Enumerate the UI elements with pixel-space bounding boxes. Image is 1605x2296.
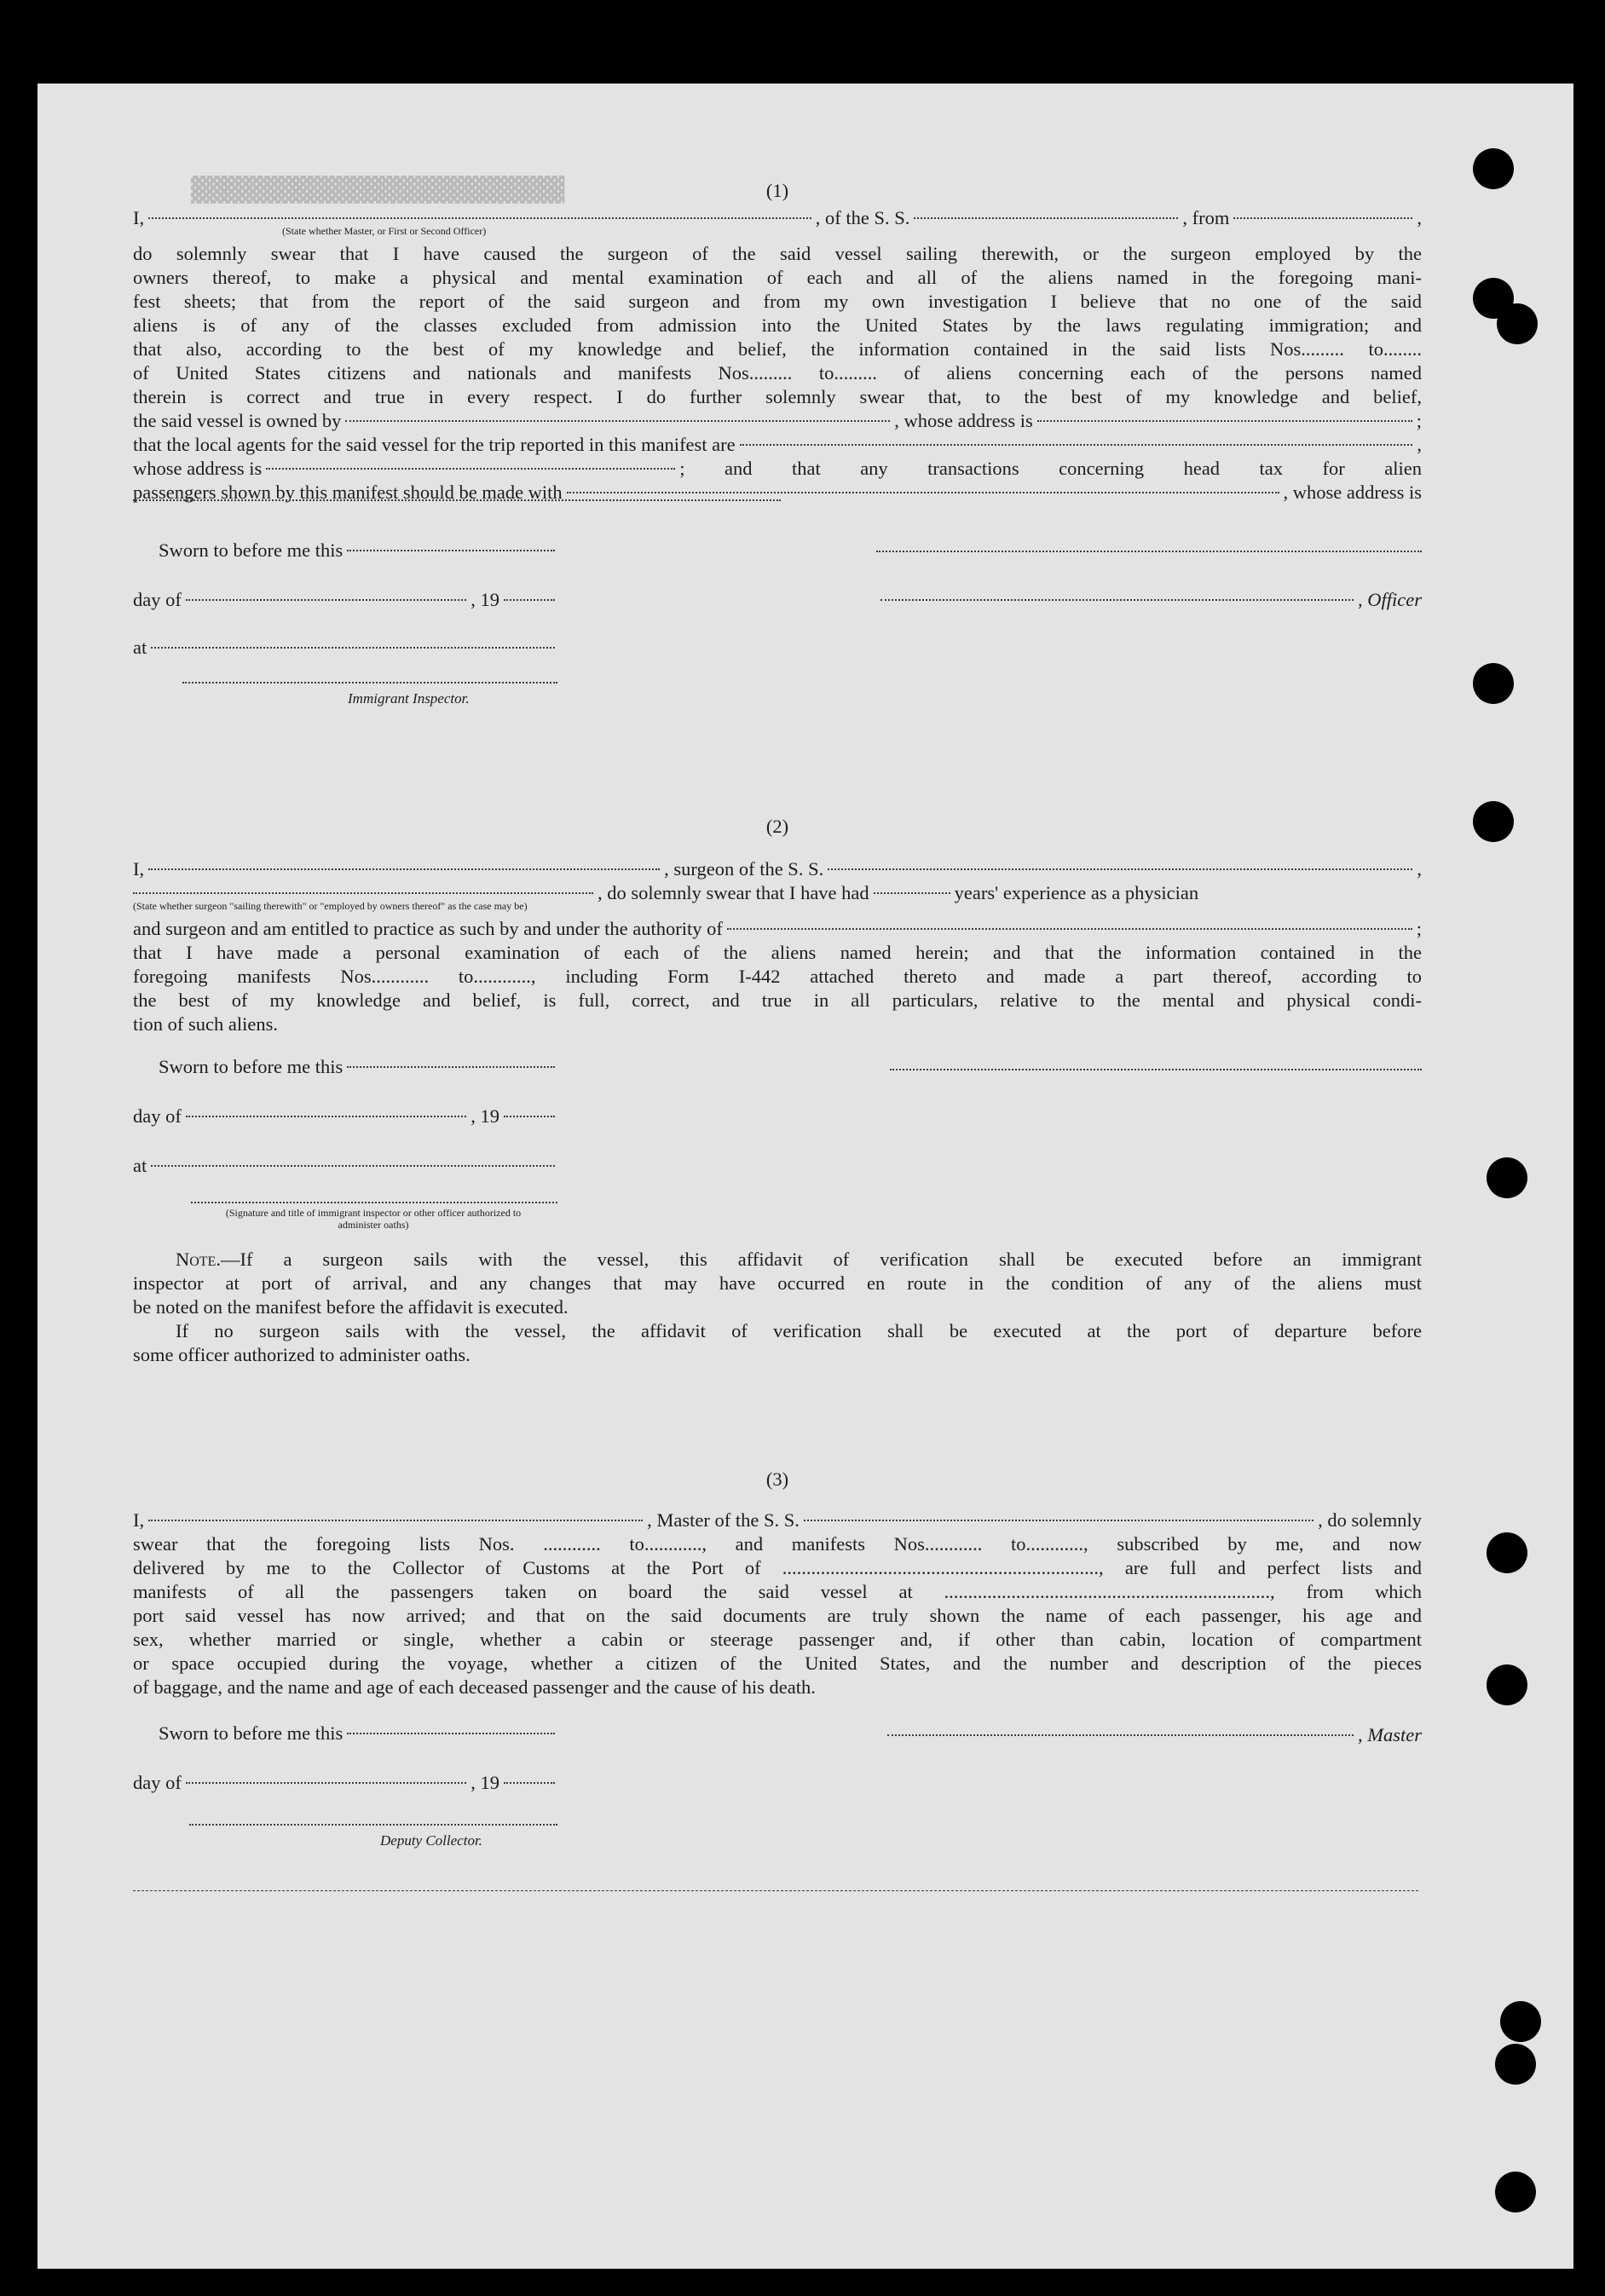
body-line: port said vessel has now arrived; and that on the said documents are truly shown the name of each passenger, his age and (133, 1605, 1422, 1626)
body-line: aliens is of any of the classes excluded from admission into the United States by the laws regulating immigration; and (133, 314, 1422, 336)
label: , do solemnly (1318, 1509, 1422, 1531)
note-line: If no surgeon sails with the vessel, the affidavit of verification shall be executed at the port of departure before (176, 1320, 1422, 1341)
punch-hole (1473, 148, 1514, 189)
bottom-rule (133, 1890, 1418, 1891)
head-tax-field[interactable] (567, 492, 1279, 493)
label: I, (133, 858, 145, 880)
punch-hole (1473, 663, 1514, 704)
punch-hole (1497, 303, 1538, 344)
day-field[interactable] (186, 599, 466, 601)
day-line (133, 1771, 559, 1795)
label: years' experience as a physician (954, 882, 1199, 903)
inspector-signature-field[interactable] (191, 1202, 557, 1203)
section-2-signatures (133, 1048, 1422, 1244)
label: day of (133, 1105, 182, 1127)
surgeon-vessel-field[interactable] (828, 868, 1412, 870)
note-line: inspector at port of arrival, and any changes that may have occurred en route in the condition of any of the aliens must (133, 1272, 1422, 1294)
body-line: therein is correct and true in every respect. I do further solemnly swear that, to the best of my knowledge and belief, (133, 386, 1422, 407)
section-2-surgeon-affidavit (133, 815, 1422, 1367)
day-field[interactable] (186, 1782, 466, 1784)
label: ; (1416, 918, 1422, 939)
body-line: manifests of all the passengers taken on board the said vessel at ...................................................................., from which (133, 1581, 1422, 1602)
at-field[interactable] (151, 647, 555, 649)
owner-line (133, 409, 1422, 433)
field-note (133, 900, 1422, 917)
punch-hole (1495, 2172, 1536, 2212)
body-line: delivered by me to the Collector of Customs at the Port of .................................................................., are full and perfect lists and (133, 1557, 1422, 1578)
master-name-line (133, 1509, 1422, 1532)
label: I, (133, 1509, 145, 1531)
label: I, (133, 207, 145, 228)
label: and surgeon and am entitled to practice as such by and under the authority of (133, 918, 723, 939)
label: passengers shown by this manifest should be made with (133, 482, 563, 503)
master-name-field[interactable] (148, 1520, 643, 1521)
at-line (133, 636, 559, 660)
section-3-master-delivery (133, 1468, 1422, 1886)
label: Sworn to before me this (159, 1056, 344, 1077)
surgeon-note: (State whether surgeon "sailing therewith" or "employed by owners thereof" as the case may be) (133, 900, 528, 912)
master-line (883, 1723, 1422, 1747)
surgeon-name-field[interactable] (148, 868, 660, 870)
body-line: owners thereof, to make a physical and mental examination of each and all of the aliens named in the foregoing mani- (133, 267, 1422, 288)
sworn-line (159, 1722, 559, 1745)
signature-note: (Signature and title of immigrant inspector or other officer authorized to administer oaths) (225, 1207, 522, 1231)
label: , (1417, 858, 1422, 880)
section-3-signatures (133, 1715, 1422, 1885)
label: , whose address is (894, 410, 1033, 431)
collector-caption: Deputy Collector. (380, 1832, 482, 1849)
label: whose address is (133, 458, 263, 479)
day-line (133, 588, 559, 612)
collector-signature-field[interactable] (189, 1824, 557, 1826)
label: , (1417, 434, 1422, 455)
section-number: (2) (765, 816, 789, 837)
at-line (133, 1154, 559, 1178)
body-line: the best of my knowledge and belief, is full, correct, and true in all particulars, relative to the mental and physical condi- (133, 989, 1422, 1011)
body-line: that I have made a personal examination of each of the aliens named herein; and that the information contained in the (133, 942, 1422, 963)
note-line: some officer authorized to administer oaths. (133, 1344, 471, 1365)
at-field[interactable] (151, 1165, 555, 1167)
surgeon-type-field[interactable] (133, 892, 593, 894)
officer-label: , Officer (1358, 589, 1422, 610)
agents-field[interactable] (740, 444, 1413, 446)
body-line: foregoing manifests Nos............ to............, including Form I-442 attached thereto and made a part thereof, according to (133, 966, 1422, 987)
from-port-field[interactable] (1233, 217, 1412, 219)
label: at (133, 1155, 147, 1176)
label: , Master of the S. S. (647, 1509, 800, 1531)
punch-hole (1487, 1157, 1527, 1198)
body-line: fest sheets; that from the report of the said surgeon and from my own investigation I believe that no one of the said (133, 291, 1422, 312)
master-note: (State whether Master, or First or Second Officer) (282, 225, 487, 237)
surgeon-signature-field[interactable] (890, 1069, 1422, 1070)
body-line: of United States citizens and nationals and manifests Nos......... to......... of aliens concerning each of the persons named (133, 362, 1422, 384)
authority-field[interactable] (727, 928, 1412, 930)
master-label: , Master (1358, 1724, 1422, 1745)
body-line: tion of such aliens. (133, 1013, 278, 1035)
punch-hole (1500, 2001, 1541, 2042)
day-field[interactable] (186, 1116, 466, 1117)
label: Sworn to before me this (159, 539, 344, 561)
surgeon-name-line (133, 857, 1422, 881)
sworn-line (159, 1055, 559, 1079)
master-signature-field[interactable] (876, 551, 1422, 552)
master-name-field[interactable] (148, 217, 811, 219)
label: , whose address is (1283, 482, 1422, 503)
note-text: —If a surgeon sails with the vessel, this affidavit of verification shall be executed before an immigrant (220, 1249, 1422, 1270)
agents-address-line (133, 457, 1422, 481)
label: Sworn to before me this (159, 1722, 344, 1744)
body-line: that also, according to the best of my knowledge and belief, the information contained in the said lists Nos......... to........ (133, 338, 1422, 360)
body-line: do solemnly swear that I have caused the surgeon of the said vessel sailing therewith, or the surgeon employed by the (133, 243, 1422, 264)
authority-line (133, 917, 1422, 941)
body-line: of baggage, and the name and age of each deceased passenger and the cause of his death. (133, 1676, 816, 1698)
sworn-date-field[interactable] (347, 550, 555, 551)
label: ; (1416, 410, 1422, 431)
section-1-signatures (133, 523, 1422, 736)
field-note (133, 225, 1422, 242)
note-label: Note. (176, 1249, 221, 1270)
agents-line (133, 433, 1422, 457)
label: day of (133, 1772, 182, 1793)
head-tax-address-line (133, 505, 1422, 506)
day-line (133, 1105, 559, 1128)
body-line: sex, whether married or single, whether a cabin or steerage passenger and, if other than cabin, location of compartment (133, 1629, 1422, 1650)
section-number: (3) (765, 1468, 789, 1490)
sworn-line (159, 539, 559, 562)
vessel-name-field[interactable] (914, 217, 1178, 219)
section-2-body (133, 941, 1422, 1036)
punch-hole (1473, 801, 1514, 842)
label: the said vessel is owned by (133, 410, 342, 431)
inspector-signature-field[interactable] (182, 682, 557, 684)
body-line: swear that the foregoing lists Nos. ............ to............, and manifests Nos............ to............, subscribed by me, and now (133, 1533, 1422, 1555)
note-line (133, 1248, 1422, 1272)
agents-address-field[interactable] (266, 468, 675, 470)
year-field[interactable] (504, 1116, 555, 1117)
bleed-through-mark: ▓▓▓▓▓▓▓▓▓▓▓▓▓▓▓▓▓▓▓▓▓▓▓▓▓▓ (191, 176, 565, 204)
punch-hole (1495, 2044, 1536, 2085)
punch-hole (1487, 1664, 1527, 1705)
officer-line (876, 588, 1422, 612)
year-field[interactable] (504, 1782, 555, 1784)
label: , 19 (471, 1105, 499, 1127)
label: , (1417, 207, 1422, 228)
sworn-date-field[interactable] (347, 1066, 555, 1068)
section-1-body (133, 242, 1422, 409)
sworn-date-field[interactable] (347, 1733, 555, 1734)
vessel-name-field[interactable] (804, 1520, 1313, 1521)
label: , do solemnly swear that I have had (598, 882, 869, 903)
year-field[interactable] (504, 599, 555, 601)
body-line: or space occupied during the voyage, whether a citizen of the United States, and the number and description of the pieces (133, 1653, 1422, 1674)
label: , surgeon of the S. S. (664, 858, 824, 880)
section-1-master-affidavit (133, 179, 1422, 736)
label: at (133, 637, 147, 658)
head-tax-address-field[interactable] (133, 499, 781, 501)
label: that the local agents for the said vessel for the trip reported in this manifest are (133, 434, 736, 455)
note-block (133, 1248, 1422, 1367)
label: ; and that any transactions concerning head tax for alien (679, 458, 1422, 479)
owner-field[interactable] (345, 420, 890, 422)
label: , 19 (471, 589, 499, 610)
label: , 19 (471, 1772, 499, 1793)
label: day of (133, 589, 182, 610)
punch-hole (1487, 1532, 1527, 1573)
years-experience-field[interactable] (874, 892, 950, 894)
note-line: be noted on the manifest before the affidavit is executed. (133, 1296, 569, 1318)
owner-address-field[interactable] (1037, 420, 1412, 422)
label: , from (1182, 207, 1230, 228)
officer-signature-field[interactable] (880, 599, 1354, 601)
affidavit-content (133, 170, 1422, 1886)
section-number: (1) (765, 180, 789, 201)
master-signature-field[interactable] (887, 1734, 1354, 1736)
label: , of the S. S. (815, 207, 910, 228)
section-3-body (133, 1532, 1422, 1699)
inspector-caption: Immigrant Inspector. (348, 690, 470, 707)
